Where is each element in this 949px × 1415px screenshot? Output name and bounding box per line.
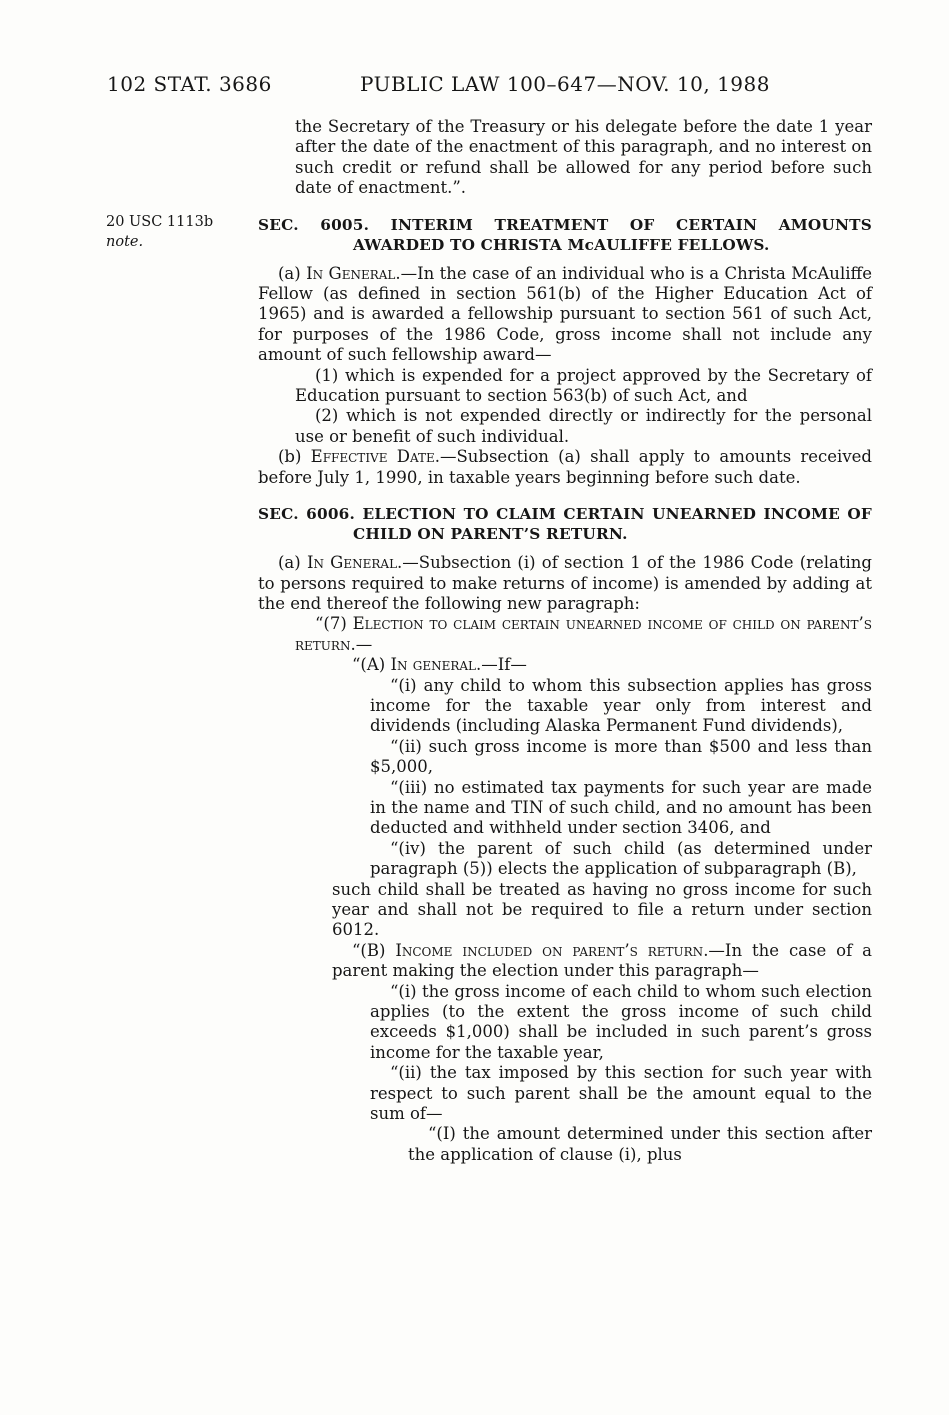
statute-paragraph [370, 1063, 872, 1124]
text-run: “(B) [352, 940, 396, 960]
section-heading [258, 504, 872, 544]
text-run: (1) which is expended for a project approved by the Secretary of Education pursuant to section 563(b) of such Act, and [295, 365, 872, 406]
section-heading [258, 215, 872, 255]
text-run: .—In the case of an individual who is a Christa McAuliffe Fellow (as defined in section 561(b) of the Higher Education Act of 1965) and is awarded a fellowship pursuant to section 561 of such Act, for purposes of the 1986 Code, gross income shall not include any amount of such fellowship award— [258, 263, 872, 365]
running-head [0, 72, 949, 96]
statute-paragraph [370, 982, 872, 1064]
text-run: (b) [278, 447, 311, 467]
text-run: “(iv) the parent of such child (as determined under paragraph (5)) elects the application of subparagraph (B), [370, 838, 872, 879]
statute-paragraph [370, 676, 872, 737]
small-caps-run: In General [306, 263, 396, 283]
text-run: .—Subsection (i) of section 1 of the 1986 Code (relating to persons required to make returns of income) is amended by adding at the end thereof the following new paragraph: [258, 553, 872, 613]
text-run: (2) which is not expended directly or indirectly for the personal use or benefit of such individual. [295, 406, 872, 446]
text-run: .—If— [476, 655, 527, 675]
small-caps-run: Election to claim certain unearned income of child on parent’s return [295, 614, 872, 654]
margin-note-citation: 20 USC 1113b [106, 214, 214, 230]
text-run: .—In the case of a parent making the election under this paragraph— [332, 940, 872, 981]
statute-paragraph [408, 1124, 872, 1165]
text-run: SEC. 6006. ELECTION TO CLAIM CERTAIN UNEARNED INCOME OF CHILD ON PARENT’S RETURN. [258, 505, 872, 544]
margin-note-word: note. [106, 233, 144, 250]
text-run: “(i) the gross income of each child to whom such election applies (to the extent the gross income of such child exceeds $1,000) shall be included in such parent’s gross income for the taxable year, [370, 981, 872, 1062]
statute-paragraph [370, 737, 872, 778]
text-run: “(A) [352, 655, 391, 675]
text-run: “(i) any child to whom this subsection applies has gross income for the taxable year only from interest and dividends (including Alaska Permanent Fund dividends), [370, 675, 872, 736]
stat-page-number: 102 STAT. 3686 [107, 72, 272, 96]
statute-paragraph [295, 366, 872, 407]
statute-paragraph [370, 839, 872, 880]
statute-paragraph [295, 406, 872, 447]
margin-note-usc-citation [106, 213, 246, 252]
statute-paragraph [332, 941, 872, 982]
text-run: SEC. 6005. INTERIM TREATMENT OF CERTAIN AMOUNTS AWARDED TO CHRISTA McAULIFFE FELLOWS. [258, 215, 872, 254]
statute-text-column [258, 117, 872, 1165]
text-run: .— [350, 634, 373, 654]
text-run: .—Subsection (a) shall apply to amounts received before July 1, 1990, in taxable years beginning before such date. [258, 447, 872, 487]
small-caps-run: Income included on parent’s return [395, 940, 704, 960]
small-caps-run: Effective Date [310, 447, 435, 467]
statute-paragraph [295, 117, 872, 199]
text-run: “(ii) the tax imposed by this section for such year with respect to such parent shall be the amount equal to the sum of— [370, 1063, 872, 1124]
text-run: (a) [278, 553, 307, 573]
text-run: “(7) [315, 614, 353, 634]
statute-paragraph [332, 880, 872, 941]
law-title: PUBLIC LAW 100–647—NOV. 10, 1988 [360, 72, 770, 96]
small-caps-run: In General [306, 553, 398, 573]
text-run: “(I) the amount determined under this section after the application of clause (i), plus [408, 1124, 872, 1164]
statute-paragraph [370, 778, 872, 839]
small-caps-run: In general [390, 655, 477, 675]
text-run: “(iii) no estimated tax payments for such year are made in the name and TIN of such child, and no amount has been deducted and withheld under section 3406, and [370, 777, 872, 838]
statute-paragraph [258, 447, 872, 488]
text-run: the Secretary of the Treasury or his delegate before the date 1 year after the date of the enactment of this paragraph, and no interest on such credit or refund shall be allowed for any period before such date of enactment.”. [295, 117, 872, 198]
text-run: “(ii) such gross income is more than $500 and less than $5,000, [370, 736, 872, 777]
statute-paragraph [332, 655, 872, 675]
statute-paragraph [258, 264, 872, 366]
text-run: (a) [278, 263, 307, 283]
statute-paragraph [295, 614, 872, 655]
text-run: such child shall be treated as having no gross income for such year and shall not be required to file a return under section 6012. [332, 879, 872, 940]
statute-paragraph [258, 553, 872, 614]
